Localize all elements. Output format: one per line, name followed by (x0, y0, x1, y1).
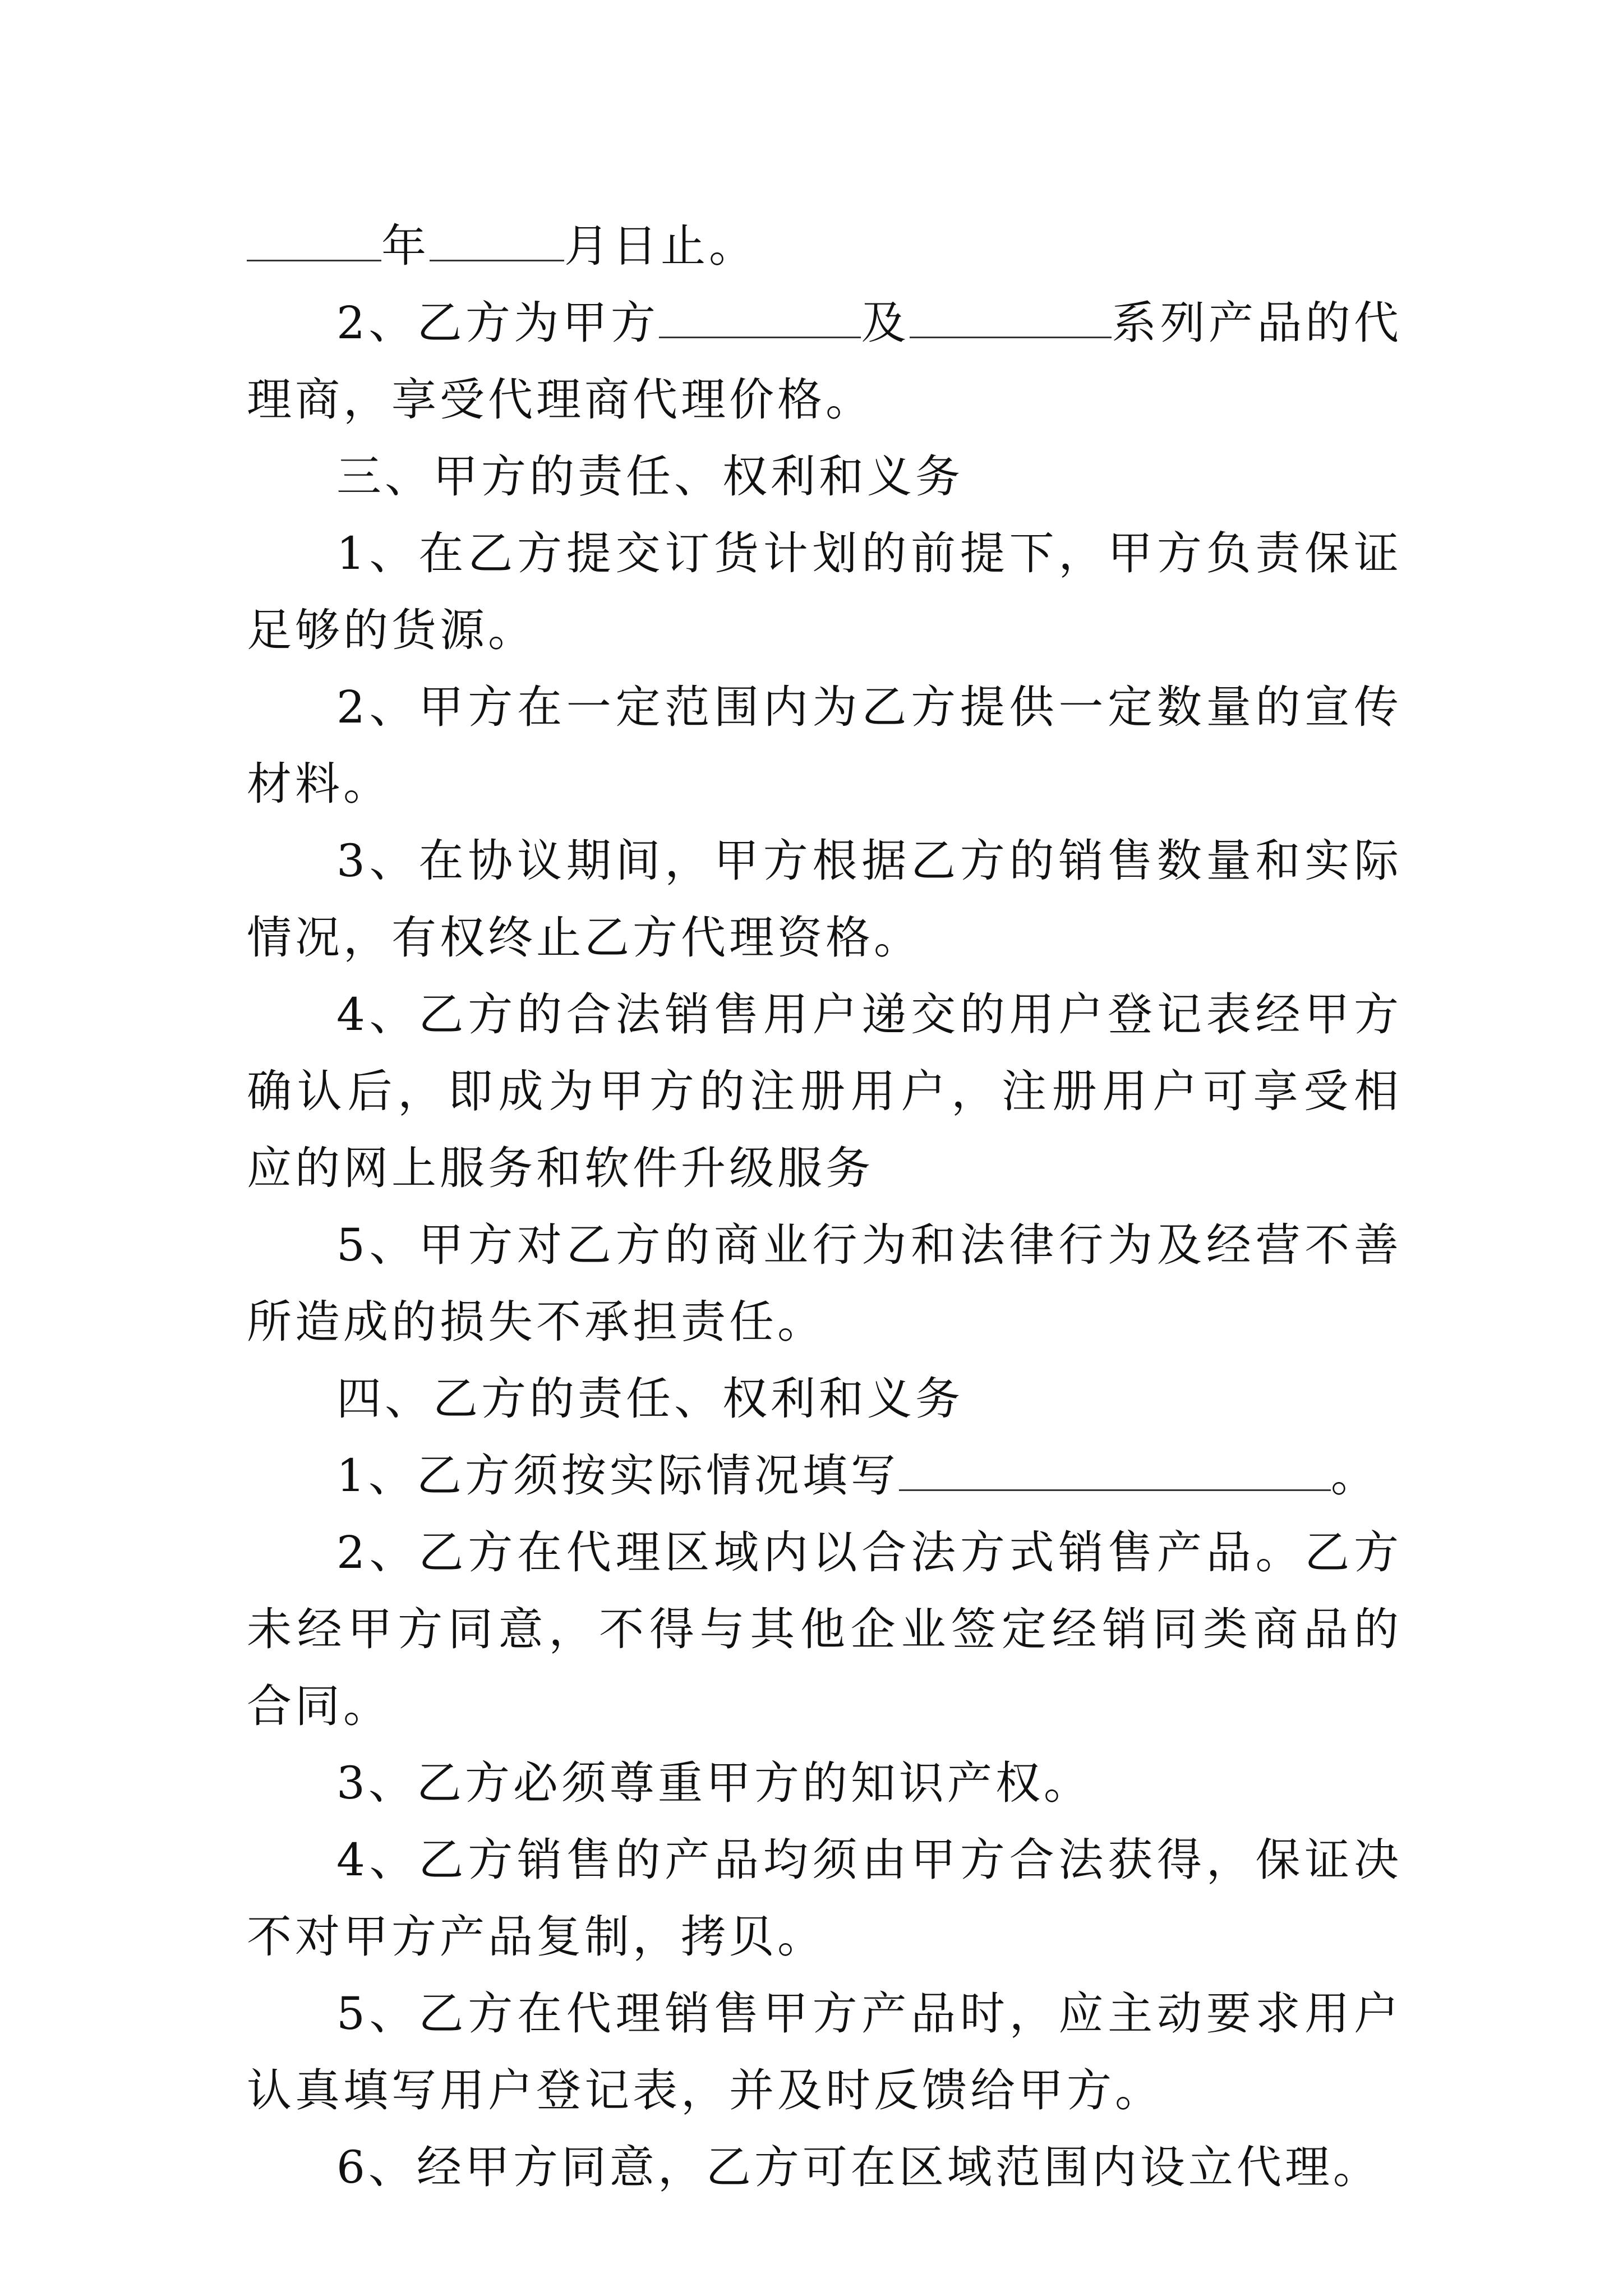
text-and: 及 (861, 297, 910, 349)
paragraph-a-clause-4: 4、乙方的合法销售用户递交的用户登记表经甲方确认后，即成为甲方的注册用户，注册用户可享受相应的网上服务和软件升级服务 (247, 988, 1402, 1194)
paragraph-a-clause-2: 2、甲方在一定范围内为乙方提供一定数量的宣传材料。 (247, 681, 1402, 810)
document-body (247, 208, 1402, 2206)
text-agent-price: 系列产品的代理商，享受代理商代理价格。 (247, 297, 1403, 426)
paragraph-b-clause-2: 2、乙方在代理区域内以合法方式销售产品。乙方未经甲方同意，不得与其他企业签定经销同类商品的合同。 (247, 1526, 1402, 1732)
blank-month (430, 208, 564, 261)
blank-product-one (659, 285, 861, 338)
text-fill-in: 1、乙方须按实际情况填写 (336, 1450, 899, 1502)
text-period: 。 (1330, 1450, 1379, 1502)
section-heading-party-b: 四、乙方的责任、权利和义务 (336, 1373, 963, 1425)
paragraph-a-clause-3: 3、在协议期间，甲方根据乙方的销售数量和实际情况，有权终止乙方代理资格。 (247, 835, 1402, 964)
paragraph-date-end (247, 208, 1402, 284)
blank-fill-in (899, 1438, 1331, 1491)
paragraph-b-clause-4: 4、乙方销售的产品均须由甲方合法获得，保证决不对甲方产品复制，拷贝。 (247, 1834, 1402, 1963)
text-month-day-end: 月日止。 (564, 220, 757, 272)
paragraph-agent-products (247, 284, 1402, 438)
paragraph-b-clause-6: 6、经甲方同意，乙方可在区域范围内设立代理。 (336, 2141, 1381, 2193)
text-agent-intro: 2、乙方为甲方 (336, 297, 660, 349)
section-heading-party-a: 三、甲方的责任、权利和义务 (336, 450, 963, 503)
text-year-label: 年 (381, 220, 430, 272)
paragraph-b-clause-3: 3、乙方必须尊重甲方的知识产权。 (336, 1757, 1092, 1809)
paragraph-a-clause-5: 5、甲方对乙方的商业行为和法律行为及经营不善所造成的损失不承担责任。 (247, 1219, 1402, 1348)
blank-product-two (910, 285, 1112, 338)
paragraph-b-clause-5: 5、乙方在代理销售甲方产品时，应主动要求用户认真填写用户登记表，并及时反馈给甲方。 (247, 1987, 1402, 2116)
paragraph-b-clause-1 (247, 1437, 1402, 1514)
paragraph-a-clause-1: 1、在乙方提交订货计划的前提下，甲方负责保证足够的货源。 (247, 527, 1402, 656)
blank-year (247, 208, 381, 261)
